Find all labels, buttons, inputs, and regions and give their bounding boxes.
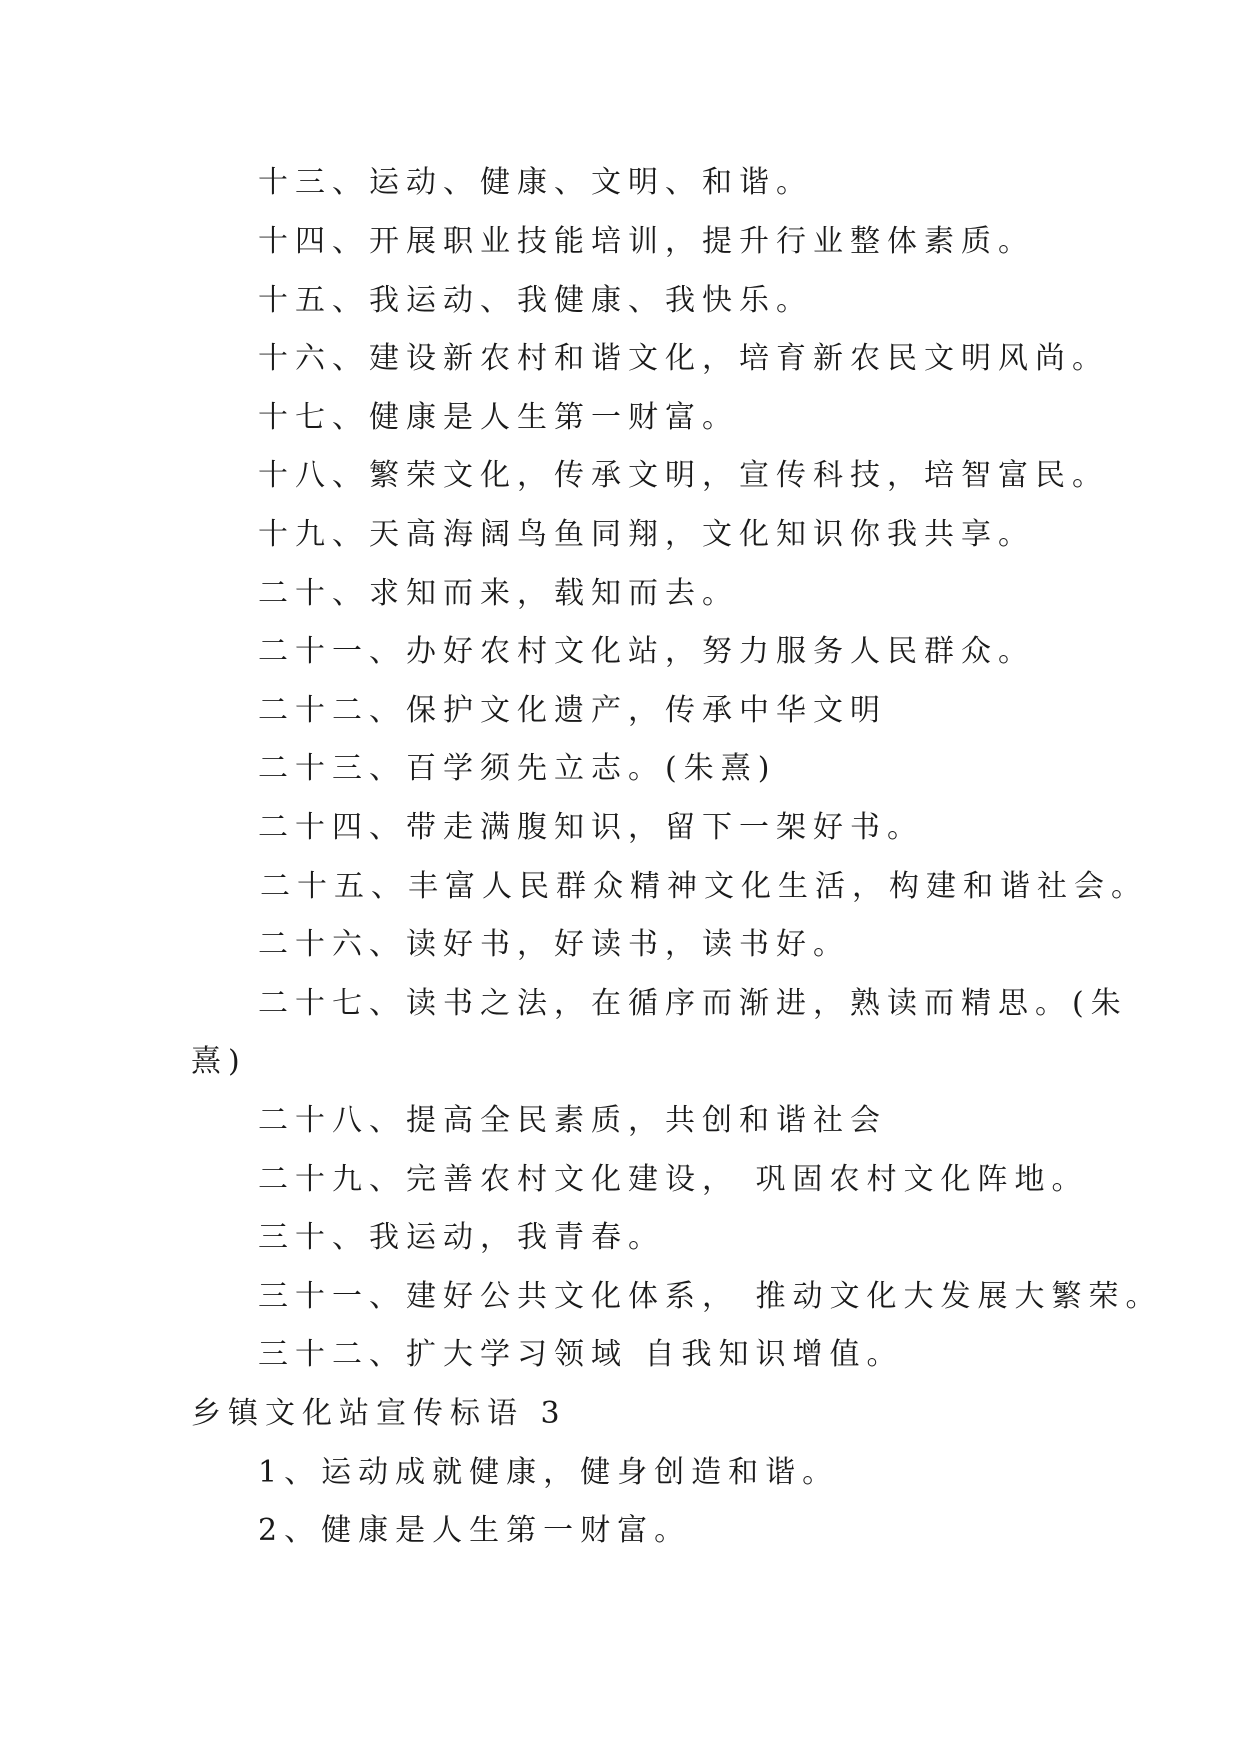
slogan-18: 十八、繁荣文化，传承文明，宣传科技，培智富民。 xyxy=(258,458,1109,493)
slogan-32: 三十二、扩大学习领域 自我知识增值。 xyxy=(258,1337,904,1372)
slogan-26: 二十六、读好书，好读书，读书好。 xyxy=(258,927,850,962)
slogan-30: 三十、我运动，我青春。 xyxy=(258,1220,665,1255)
slogan-14: 十四、开展职业技能培训，提升行业整体素质。 xyxy=(258,224,1035,259)
slogan-29: 二十九、完善农村文化建设， 巩固农村文化阵地。 xyxy=(258,1162,1089,1197)
slogan-28: 二十八、提高全民素质，共创和谐社会 xyxy=(258,1103,887,1138)
slogan-item-1: 1、运动成就健康，健身创造和谐。 xyxy=(258,1455,840,1490)
section-heading: 乡镇文化站宣传标语 3 xyxy=(191,1396,567,1431)
slogan-13: 十三、运动、健康、文明、和谐。 xyxy=(258,165,813,200)
slogan-item-2: 2、健康是人生第一财富。 xyxy=(258,1513,692,1548)
slogan-16: 十六、建设新农村和谐文化，培育新农民文明风尚。 xyxy=(258,341,1109,376)
slogan-23: 二十三、百学须先立志。(朱熹) xyxy=(258,751,777,786)
slogan-21: 二十一、办好农村文化站，努力服务人民群众。 xyxy=(258,634,1035,669)
slogan-15: 十五、我运动、我健康、我快乐。 xyxy=(258,283,813,318)
slogan-27-continued: 熹) xyxy=(191,1044,247,1079)
slogan-25: 二十五、丰富人民群众精神文化生活，构建和谐社会。 xyxy=(260,869,1148,904)
slogan-24: 二十四、带走满腹知识，留下一架好书。 xyxy=(258,810,924,845)
slogan-22: 二十二、保护文化遗产，传承中华文明 xyxy=(258,693,887,728)
slogan-17: 十七、健康是人生第一财富。 xyxy=(258,400,739,435)
slogan-31: 三十一、建好公共文化体系， 推动文化大发展大繁荣。 xyxy=(258,1279,1163,1314)
slogan-19: 十九、天高海阔鸟鱼同翔，文化知识你我共享。 xyxy=(258,517,1035,552)
slogan-27: 二十七、读书之法，在循序而渐进，熟读而精思。(朱 xyxy=(258,986,1128,1021)
slogan-20: 二十、求知而来，载知而去。 xyxy=(258,576,739,611)
